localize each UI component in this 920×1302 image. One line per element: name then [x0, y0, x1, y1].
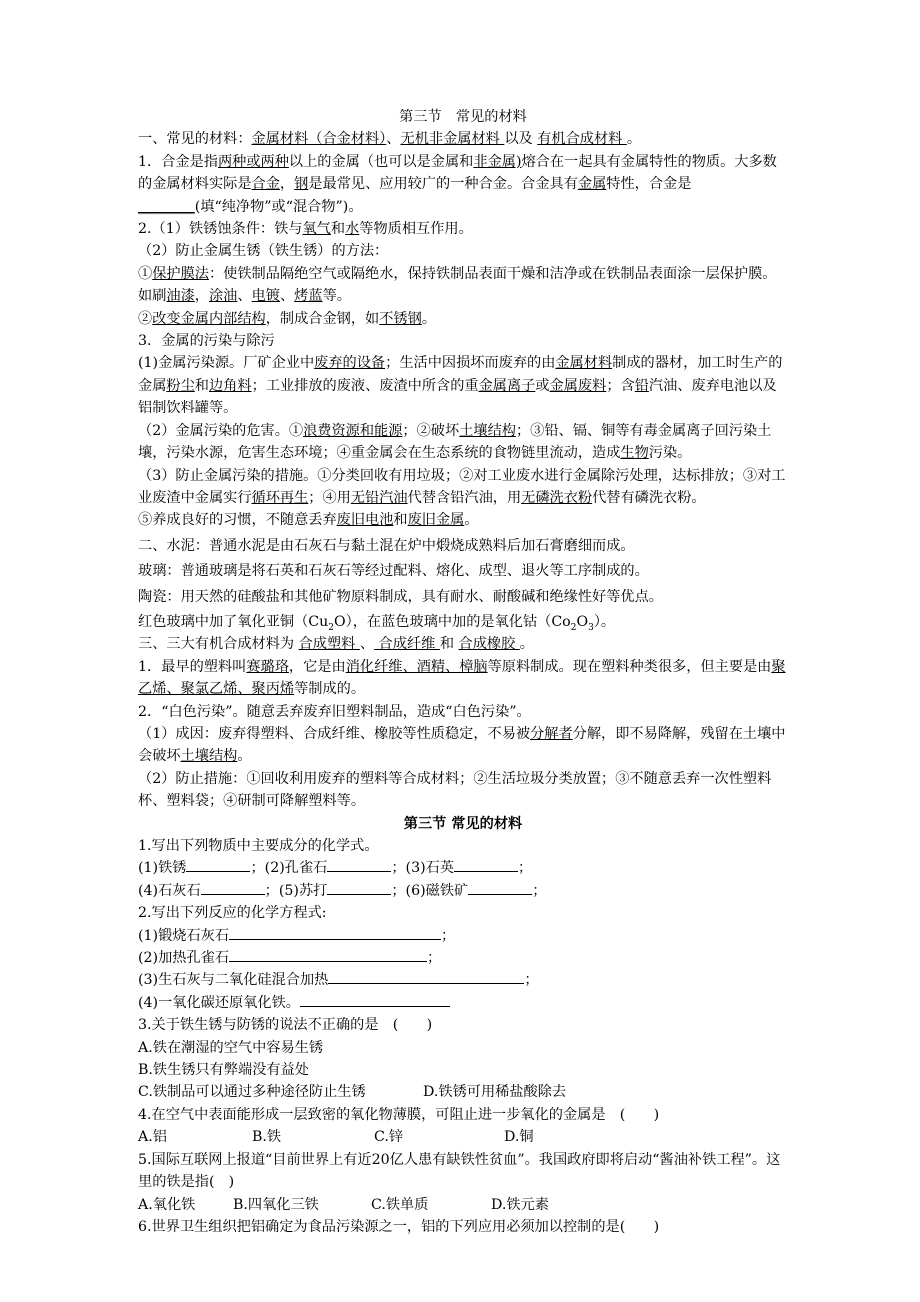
- rust-condition: 2.（1）铁锈蚀条件：铁与氧气和水等物质相互作用。: [138, 221, 473, 238]
- good-habits: ⑤养成良好的习惯，不随意丢弃废旧电池和废旧金属。: [138, 512, 479, 529]
- fill-blank[interactable]: ________: [138, 198, 195, 215]
- answer-blank[interactable]: [229, 925, 441, 940]
- answer-blank[interactable]: [201, 880, 265, 895]
- question-6: 6.世界卫生组织把铝确定为食品污染源之一，铝的下列应用必须加以控制的是( ): [138, 1218, 660, 1235]
- pollution-sources: (1)金属污染源。厂矿企业中废弃的设备；生活中因损坏而废弃的由金属材料制成的器材，加工时生产的金属粉尘和边角料；工业排放的废液、废渣中所含的重金属离子或金属废料；含铅汽油、废弃电池以及铝制饮料罐等。: [138, 355, 783, 417]
- question-1-row-1: (1)铁锈 ；(2)孔雀石 ；(3)石英 ；: [138, 857, 788, 879]
- question-3: 3.关于铁生锈与防锈的说法不正确的是 ( ): [138, 1017, 433, 1034]
- question-5-options: [138, 1194, 788, 1216]
- answer-blank[interactable]: [328, 969, 524, 984]
- question-2: 2.写出下列反应的化学方程式:: [138, 905, 327, 922]
- question-5-option-b[interactable]: B.四氧化三铁: [233, 1196, 319, 1213]
- answer-blank[interactable]: [186, 857, 250, 872]
- question-4-option-a[interactable]: A.铝: [138, 1129, 167, 1146]
- question-3-option-a[interactable]: A.铁在潮湿的空气中容易生锈: [138, 1039, 324, 1056]
- rust-prevention-heading: （2）防止金属生锈（铁生锈）的方法：: [138, 243, 389, 260]
- white-pollution-measures: （2）防止措施：①回收利用废弃的塑料等合成材料；②生活垃圾分类放置；③不随意丢弃一次性塑料杯、塑料袋；④研制可降解塑料等。: [138, 770, 772, 810]
- ceramics-paragraph: 陶瓷：用天然的硅酸盐和其他矿物原料制成，具有耐水、耐酸碱和绝缘性好等优点。: [138, 588, 663, 605]
- answer-blank[interactable]: [327, 880, 391, 895]
- question-5-option-c[interactable]: C.铁单质: [371, 1196, 429, 1213]
- question-4-option-b[interactable]: B.铁: [252, 1129, 282, 1146]
- question-4-option-d[interactable]: D.铜: [504, 1129, 534, 1146]
- protective-film-method: ①保护膜法：使铁制品隔绝空气或隔绝水，保持铁制品表面干燥和洁净或在铁制品表面涂一层保护膜。如刷油漆，涂油、电镀、烤蓝等。: [138, 265, 777, 305]
- question-3-option-b[interactable]: B.铁生锈只有弊端没有益处: [138, 1062, 309, 1079]
- plastics-paragraph: 1．最早的塑料叫赛璐珞，它是由消化纤维、酒精、樟脑等原料制成。现在塑料种类很多，但主要是由聚乙烯、聚氯乙烯、聚丙烯等制成的。: [138, 658, 786, 698]
- question-5-option-d[interactable]: D.铁元素: [491, 1196, 549, 1213]
- answer-blank[interactable]: [327, 857, 391, 872]
- document: [138, 106, 788, 1238]
- cement-paragraph: 二、水泥：普通水泥是由石灰石与黏土混在炉中煅烧成熟料后加石膏磨细而成。: [138, 537, 635, 554]
- answer-blank[interactable]: [454, 857, 518, 872]
- internal-structure-method: ②改变金属内部结构，制成合金钢，如不锈钢。: [138, 310, 437, 327]
- synthetic-materials-line: 三、三大有机合成材料为 合成塑料 、 合成纤维 和 合成橡胶 。: [138, 636, 534, 653]
- alloy-paragraph: 1．合金是指两种或两种以上的金属（也可以是金属和非金属)熔合在一起具有金属特性的物质。大多数的金属材料实际是合金，钢是最常见、应用较广的一种合金。合金具有金属特性，合金是________(填“纯净物”或“混合物”)。: [138, 153, 777, 215]
- glass-paragraph: 玻璃：普通玻璃是将石英和石灰石等经过配料、熔化、成型、退火等工序制成的。: [138, 563, 649, 580]
- question-4-option-c[interactable]: C.锌: [374, 1129, 404, 1146]
- pollution-measures: （3）防止金属污染的措施。①分类回收有用垃圾；②对工业废水进行金属除污处理，达标排放；③对工业废渣中金属实行循环再生；④用无铅汽油代替含铅汽油，用无磷洗衣粉代替有磷洗衣粉。: [138, 467, 786, 506]
- question-3-options-cd: [138, 1081, 788, 1103]
- white-pollution: 2．“白色污染”。随意丢弃废弃旧塑料制品，造成“白色污染”。: [138, 703, 531, 720]
- question-4: 4.在空气中表面能形成一层致密的氧化物薄膜，可阻止进一步氧化的金属是 ( ): [138, 1106, 660, 1123]
- question-2-item-4: (4)一氧化碳还原氧化铁。: [138, 992, 788, 1014]
- exercise-title: 第三节 常见的材料: [403, 815, 523, 832]
- question-1: 1.写出下列物质中主要成分的化学式。: [138, 838, 379, 854]
- pollution-harm: （2）金属污染的危害。①浪费资源和能源；②破坏土壤结构；③铅、镉、铜等有毒金属离子回污染土壤，污染水源，危害生态环境；④重金属会在生态系统的食物链里流动，造成生物污染。: [138, 422, 772, 462]
- answer-blank[interactable]: [229, 947, 427, 962]
- question-2-item-3: (3)生石灰与二氧化硅混合加热 ；: [138, 969, 788, 991]
- question-1-row-2: (4)石灰石 ；(5)苏打 ；(6)磁铁矿 ；: [138, 880, 788, 902]
- question-5: 5.国际互联网上报道“目前世界上有近20亿人患有缺铁性贫血”。我国政府即将启动“酱油补铁工程”。这里的铁是指( ): [138, 1151, 781, 1191]
- white-pollution-cause: （1）成因：废弃得塑料、合成纤维、橡胶等性质稳定，不易被分解者分解，即不易降解，残留在土壤中会破坏土壤结构。: [138, 725, 786, 765]
- metal-pollution-heading: 3．金属的污染与除污: [138, 333, 275, 350]
- question-2-item-2: (2)加热孔雀石 ；: [138, 947, 788, 969]
- section-title: 第三节 常见的材料: [399, 109, 527, 125]
- common-materials-line: 一、常见的材料：金属材料（合金材料）、无机非金属材料 以及 有机合成材料 。: [138, 131, 642, 148]
- colored-glass-paragraph: 红色玻璃中加了氧化亚铜$(Cu_2O)$，在蓝色玻璃中加的是氧化钴$(Co_2O_3)$。: [138, 613, 616, 633]
- answer-blank[interactable]: [468, 880, 532, 895]
- question-5-option-a[interactable]: A.氧化铁: [138, 1196, 196, 1213]
- question-3-option-d[interactable]: D.铁锈可用稀盐酸除去: [423, 1084, 567, 1101]
- answer-blank[interactable]: [300, 992, 450, 1007]
- question-3-option-c[interactable]: C.铁制品可以通过多种途径防止生锈: [138, 1084, 366, 1101]
- question-4-options: [138, 1126, 788, 1148]
- question-2-item-1: (1)锻烧石灰石 ；: [138, 925, 788, 947]
